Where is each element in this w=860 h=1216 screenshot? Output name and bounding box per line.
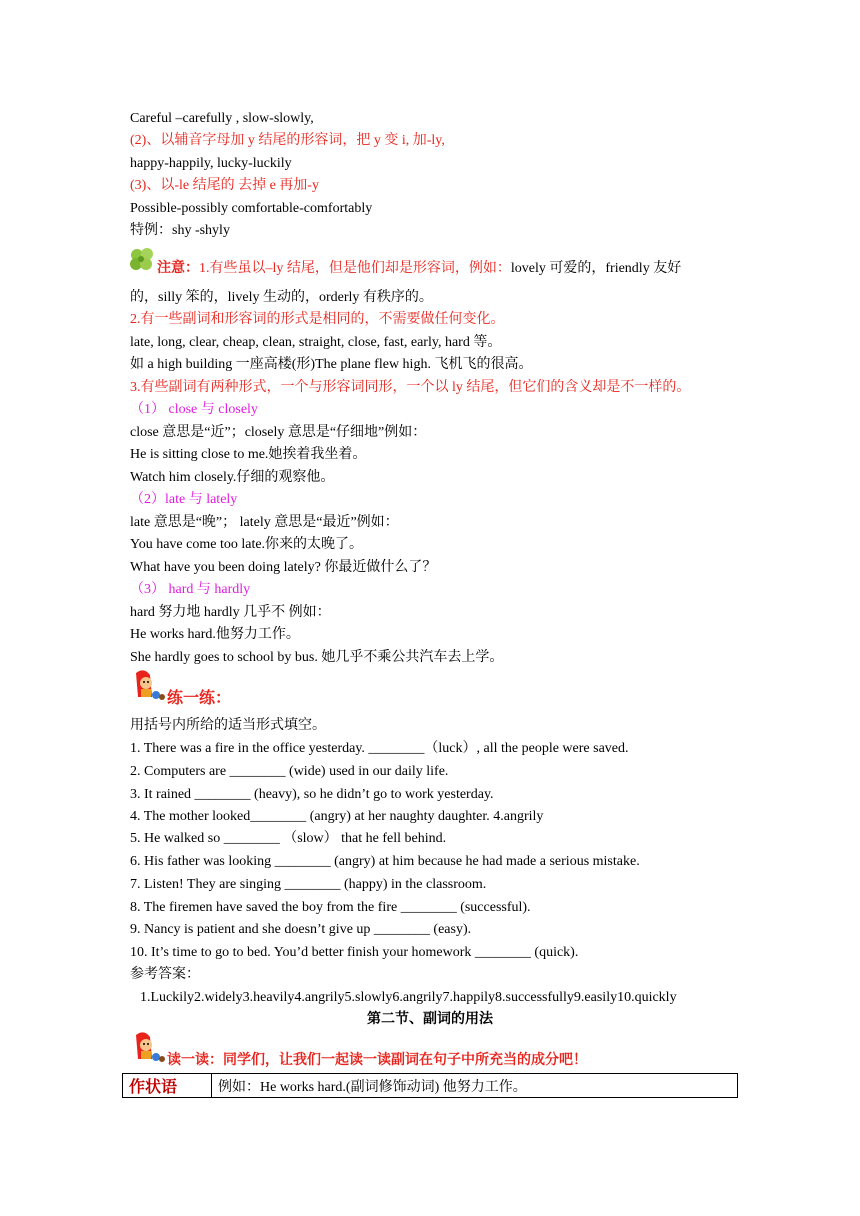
rule-2: (2)、以辅音字母加 y 结尾的形容词，把 y 变 i, 加-ly,: [130, 133, 445, 148]
subsection-1-example-2: Watch him closely.仔细的观察他。: [130, 470, 335, 485]
practice-item-2: 2. Computers are ________ (wide) used in our daily life.: [130, 764, 449, 779]
note-2: 2.有一些副词和形容词的形式是相同的，不需要做任何变化。: [130, 312, 505, 327]
subsection-3-example-1: He works hard.他努力工作。: [130, 627, 300, 642]
line-special: 特例：shy -shyly: [130, 223, 230, 238]
note-2-list: late, long, clear, cheap, clean, straight, close, fast, early, hard 等。: [130, 335, 502, 350]
note-1-examples: lovely 可爱的，friendly 友好: [510, 261, 682, 276]
practice-item-10: 10. It’s time to go to bed. You’d better finish your homework ________ (quick).: [130, 945, 579, 960]
note-line-1: [157, 260, 681, 278]
subsection-3-meaning: hard 努力地 hardly 几乎不 例如：: [130, 605, 331, 620]
read-heading: 读一读：同学们，让我们一起读一读副词在句子中所充当的成分吧！: [167, 1053, 587, 1068]
practice-heading: 练一练：: [167, 690, 232, 707]
practice-item-1: 1. There was a fire in the office yesterday. ________（luck）, all the people were saved.: [130, 741, 629, 756]
subsection-2-example-2: What have you been doing lately? 你最近做什么了？: [130, 560, 437, 575]
table-row: [123, 1074, 738, 1098]
subsection-2-meaning: late 意思是“晚”； lately 意思是“最近”例如：: [130, 515, 399, 530]
cartoon-girl-icon: [130, 669, 166, 705]
rule-3: (3)、以-le 结尾的 去掉 e 再加-y: [130, 178, 319, 193]
answers-label: 参考答案：: [130, 967, 200, 982]
note-1-text: 1.有些虽以–ly 结尾，但是他们却是形容词，例如：: [199, 261, 511, 276]
subsection-1-example-1: He is sitting close to me.她挨着我坐着。: [130, 447, 367, 462]
usage-table: [122, 1073, 738, 1098]
subsection-3-example-2: She hardly goes to school by bus. 她几乎不乘公共汽车去上学。: [130, 650, 504, 665]
practice-instruction: 用括号内所给的适当形式填空。: [130, 718, 326, 733]
note-line-1-cont: 的，silly 笨的，lively 生动的，orderly 有秩序的。: [130, 290, 433, 305]
line-happy: happy-happily, lucky-luckily: [130, 156, 292, 171]
note-3: 3.有些副词有两种形式，一个与形容词同形，一个以 ly 结尾，但它们的含义却是不一样的。: [130, 380, 691, 395]
line-possible: Possible-possibly comfortable-comfortably: [130, 201, 373, 216]
practice-item-3: 3. It rained ________ (heavy), so he didn’t go to work yesterday.: [130, 787, 494, 802]
table-example-cell: 例如：He works hard.(副词修饰动词) 他努力工作。: [212, 1074, 738, 1098]
practice-item-4: 4. The mother looked________ (angry) at her naughty daughter. 4.angrily: [130, 809, 544, 824]
table-head-cell: 作状语: [123, 1074, 212, 1098]
subsection-1-meaning: close 意思是“近”；closely 意思是“仔细地”例如：: [130, 425, 427, 440]
clover-icon: [128, 246, 156, 272]
subsection-3-title: （3） hard 与 hardly: [130, 582, 251, 597]
line-careful: Careful –carefully , slow-slowly,: [130, 111, 314, 126]
subsection-2-example-1: You have come too late.你来的太晚了。: [130, 537, 364, 552]
practice-item-7: 7. Listen! They are singing ________ (happy) in the classroom.: [130, 877, 487, 892]
answers-text: 1.Luckily2.widely3.heavily4.angrily5.slowly6.angrily7.happily8.successfully9.easily10.quickly: [140, 990, 677, 1005]
subsection-1-title: （1） close 与 closely: [130, 402, 258, 417]
cartoon-girl-icon: [130, 1031, 166, 1067]
practice-item-9: 9. Nancy is patient and she doesn’t give up ________ (easy).: [130, 922, 472, 937]
practice-item-5: 5. He walked so ________ （slow） that he fell behind.: [130, 831, 447, 846]
practice-item-8: 8. The firemen have saved the boy from the fire ________ (successful).: [130, 900, 531, 915]
note-label: 注意：: [157, 261, 199, 276]
note-2-example: 如 a high building 一座高楼(形)The plane flew high. 飞机飞的很高。: [130, 357, 533, 372]
practice-item-6: 6. His father was looking ________ (angry) at him because he had made a serious mistake.: [130, 854, 640, 869]
section-title: 第二节、副词的用法: [367, 1012, 493, 1027]
subsection-2-title: （2）late 与 lately: [130, 492, 238, 507]
